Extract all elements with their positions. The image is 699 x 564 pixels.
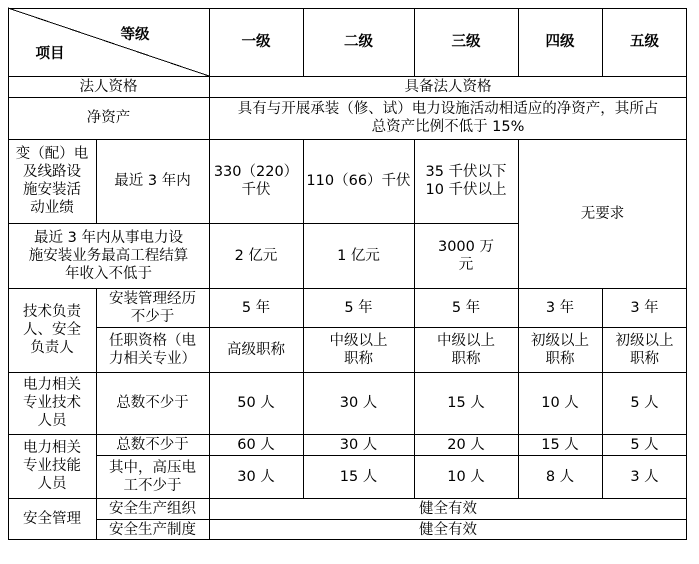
performance-level-1: 330（220） 千伏 — [213, 164, 299, 198]
experience-level-4: 3 年 — [545, 299, 575, 316]
skilled-total-level-5: 5 人 — [630, 436, 659, 453]
qualification-level-1: 高级职称 — [227, 341, 285, 358]
experience-level-5: 3 年 — [630, 299, 659, 316]
qualification-level-5: 初级以上 职称 — [615, 332, 674, 367]
safety-system-value: 健全有效 — [419, 521, 477, 538]
experience-level-2: 5 年 — [344, 299, 373, 316]
performance-label: 变（配）电 及线路设 施安装活 动业绩 — [15, 146, 89, 216]
technical-staff-level-4: 10 人 — [541, 395, 579, 411]
safety-org-value: 健全有效 — [419, 500, 477, 517]
skilled-staff-label: 电力相关 专业技能 人员 — [23, 440, 81, 492]
hv-electrician-level-1: 30 人 — [237, 468, 275, 485]
hv-electrician-label: 其中，高压电 工不少于 — [109, 459, 196, 494]
no-requirement: 无要求 — [580, 205, 625, 222]
hv-electrician-level-4: 8 人 — [545, 468, 575, 485]
experience-level-1: 5 年 — [241, 299, 271, 316]
net-assets-label: 净资产 — [86, 110, 131, 126]
hv-electrician-level-3: 10 人 — [447, 468, 485, 485]
income-level-2: 1 亿元 — [337, 247, 380, 264]
level-4-header: 四级 — [545, 34, 575, 50]
technical-staff-level-2: 30 人 — [339, 395, 378, 411]
income-level-1: 2 亿元 — [234, 247, 278, 264]
qualification-level-4: 初级以上 职称 — [531, 332, 589, 367]
performance-level-2: 110（66）千伏 — [306, 173, 411, 189]
skilled-total-label: 总数不少于 — [116, 436, 189, 453]
hv-electrician-level-5: 3 人 — [630, 468, 659, 485]
qualification-label: 任职资格（电 力相关专业） — [109, 332, 196, 367]
leaders-label: 技术负责 人、安全 负责人 — [23, 304, 81, 356]
income-level-3: 3000 万 元 — [437, 238, 494, 273]
grade-header: 等级 — [120, 27, 150, 43]
level-1-header: 一级 — [241, 34, 271, 50]
net-assets-value: 具有与开展承装（修、试）电力设施活动相适应的净资产，其所占 总资产比例不低于 15% — [237, 101, 659, 135]
technical-staff-level-5: 5 人 — [630, 395, 659, 411]
hv-electrician-level-2: 15 人 — [339, 468, 378, 485]
skilled-total-level-3: 20 人 — [447, 436, 485, 453]
income-label: 最近 3 年内从事电力设 施安装业务最高工程结算 年收入不低于 — [28, 229, 189, 282]
skilled-total-level-1: 60 人 — [237, 436, 275, 453]
technical-staff-label: 电力相关 专业技术 人员 — [23, 377, 81, 429]
technical-staff-sub-label: 总数不少于 — [116, 395, 189, 411]
item-header: 项目 — [35, 46, 65, 62]
performance-period: 最近 3 年内 — [114, 173, 191, 189]
performance-level-3: 35 千伏以下 10 千伏以上 — [425, 164, 507, 198]
safety-label: 安全管理 — [23, 511, 81, 527]
technical-staff-level-3: 15 人 — [447, 395, 485, 411]
legal-person-value: 具备法人资格 — [404, 78, 492, 95]
experience-label: 安装管理经历 不少于 — [109, 290, 196, 325]
level-3-header: 三级 — [451, 34, 481, 50]
skilled-total-level-2: 30 人 — [339, 436, 378, 453]
technical-staff-level-1: 50 人 — [237, 395, 275, 411]
safety-org-label: 安全生产组织 — [109, 500, 196, 517]
level-5-header: 五级 — [630, 34, 659, 50]
legal-person-label: 法人资格 — [79, 78, 138, 95]
experience-level-3: 5 年 — [451, 299, 481, 316]
safety-system-label: 安全生产制度 — [109, 521, 196, 538]
level-2-header: 二级 — [344, 34, 373, 50]
skilled-total-level-4: 15 人 — [541, 436, 579, 453]
qualification-level-3: 中级以上 职称 — [437, 332, 495, 367]
qualification-level-2: 中级以上 职称 — [329, 332, 388, 367]
